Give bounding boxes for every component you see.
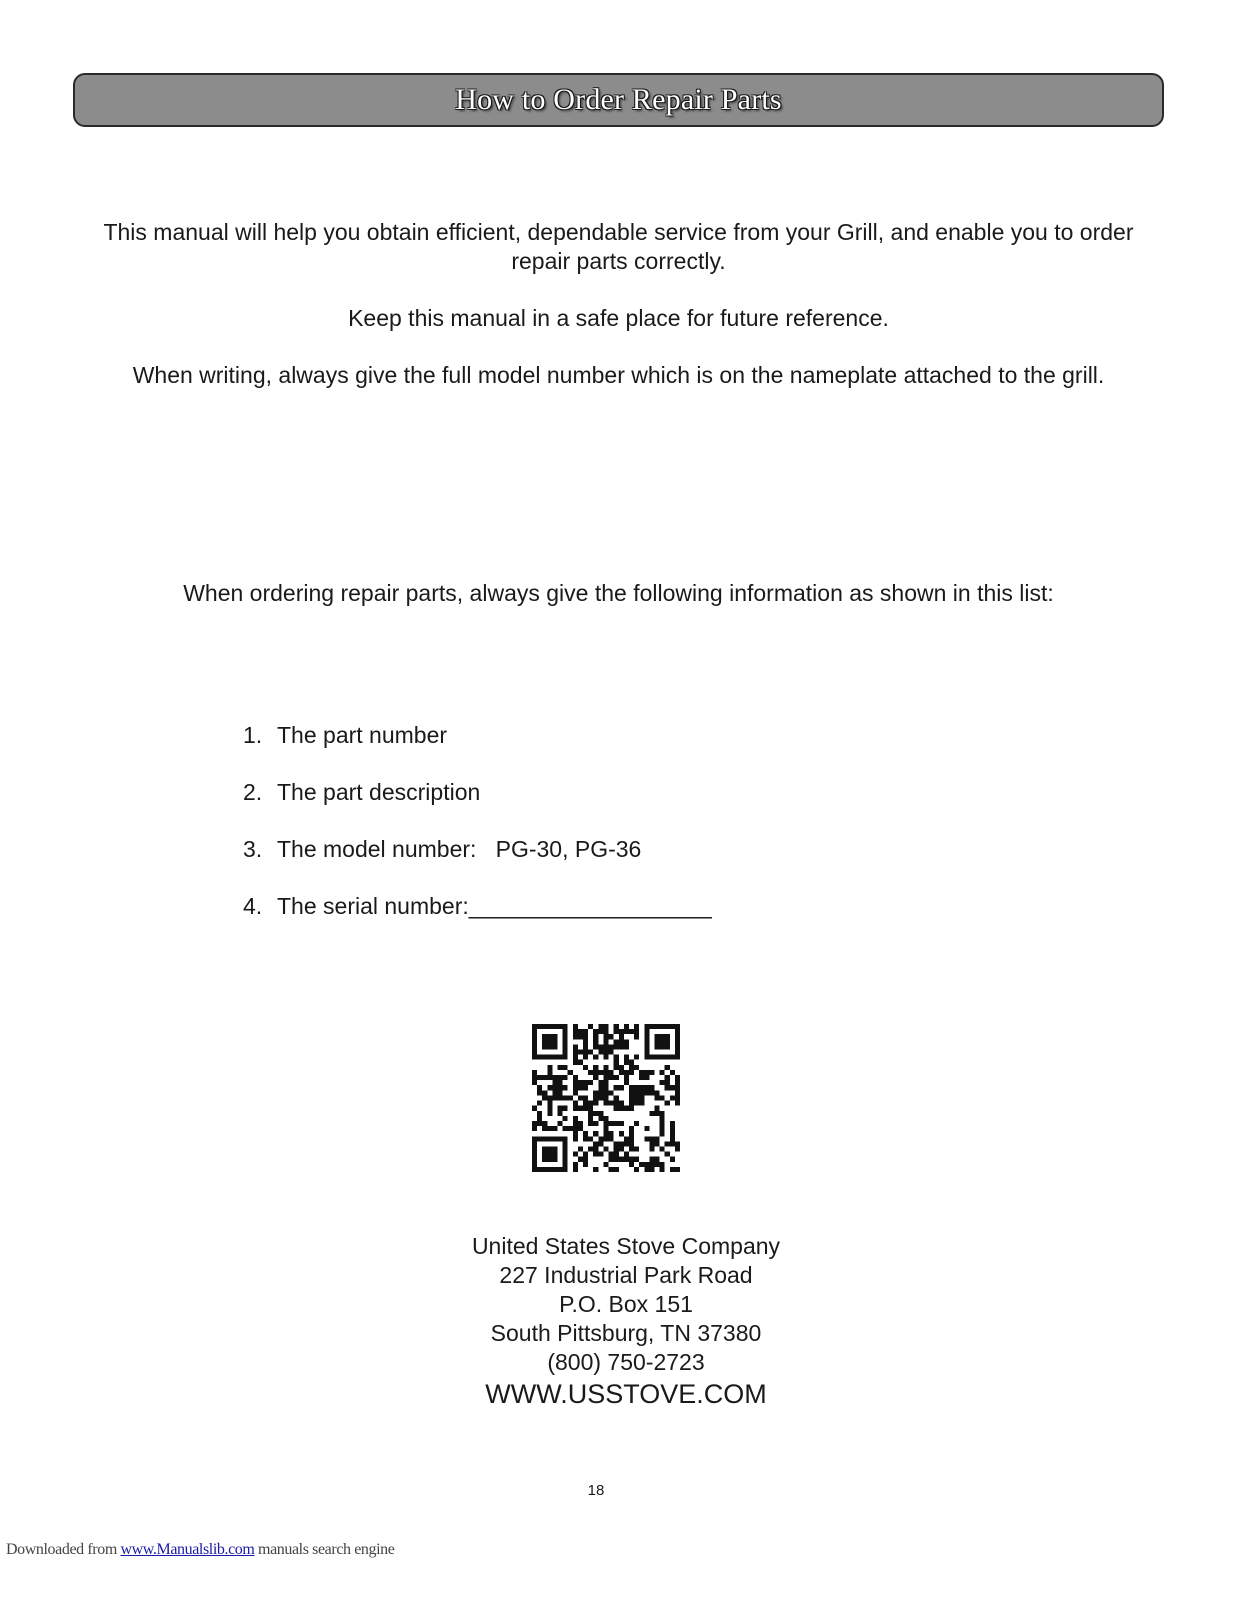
download-footer (6, 1541, 394, 1559)
list-item (243, 891, 712, 948)
page-number: 18 (587, 1482, 605, 1499)
list-item (243, 777, 712, 834)
company-address (326, 1232, 926, 1412)
page-title: How to Order Repair Parts (455, 83, 782, 116)
company-name: United States Stove Company (471, 1233, 781, 1259)
intro-paragraph: When writing, always give the full model number which is on the nameplate attached to the grill. (132, 362, 1105, 388)
footer-prefix: Downloaded from (6, 1541, 121, 1558)
list-item-number: 4. (243, 893, 263, 919)
list-item (243, 834, 712, 891)
list-item-number: 3. (243, 836, 263, 862)
phone-number: (800) 750-2723 (547, 1349, 705, 1375)
list-item-text: The part description (277, 779, 481, 805)
order-info-list (243, 720, 712, 948)
ordering-instruction: When ordering repair parts, always give the following information as shown in this list: (183, 580, 1054, 606)
list-item-number: 2. (243, 779, 263, 805)
footer-suffix: manuals search engine (254, 1541, 395, 1558)
po-box: P.O. Box 151 (559, 1291, 693, 1317)
title-banner (73, 73, 1164, 127)
website: WWW.USSTOVE.COM (485, 1379, 767, 1409)
intro-paragraph: This manual will help you obtain efficient, dependable service from your Grill, and enable you to order repair parts correctly. (103, 219, 1134, 274)
intro-paragraph: Keep this manual in a safe place for future reference. (348, 305, 889, 331)
qr-code-icon (532, 1024, 680, 1172)
list-item-number: 1. (243, 722, 263, 748)
manualslib-link[interactable]: www.Manualslib.com (120, 1541, 255, 1558)
list-item-text: The part number (277, 722, 448, 748)
list-item-text: The model number: PG-30, PG-36 (277, 836, 642, 862)
city-state-zip: South Pittsburg, TN 37380 (490, 1320, 762, 1346)
street-address: 227 Industrial Park Road (499, 1262, 753, 1288)
list-item-text: The serial number:___________________ (277, 893, 712, 919)
list-item (243, 720, 712, 777)
intro-section (95, 218, 1142, 418)
